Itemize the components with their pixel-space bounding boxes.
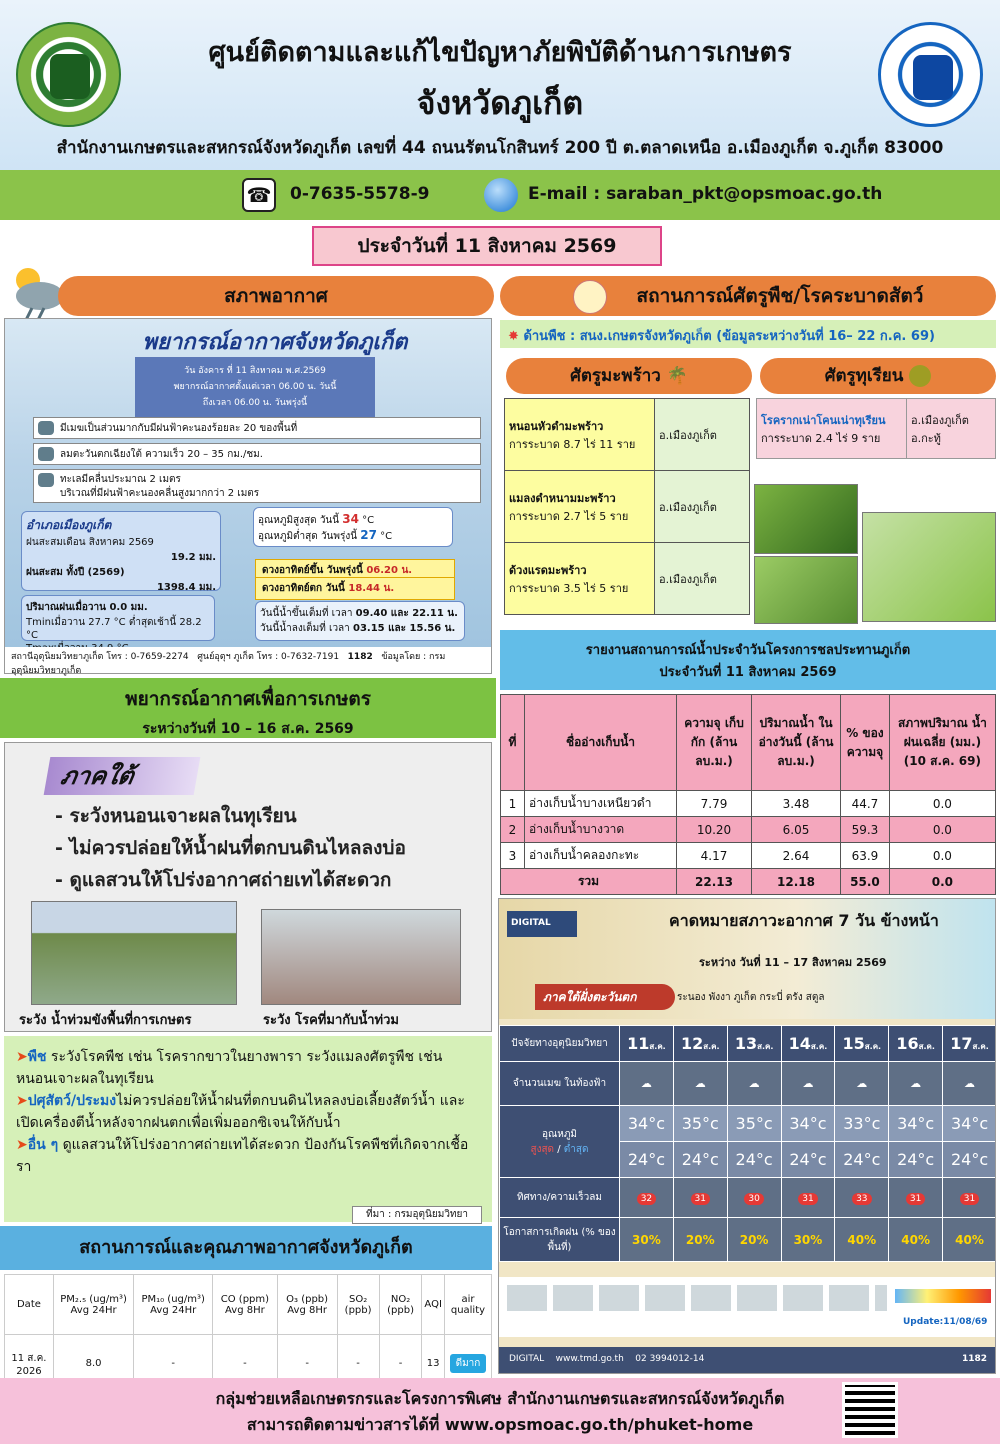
header (0, 0, 1000, 170)
water-title: รายงานสถานการณ์น้ำประจำวันโครงการชลประทานภูเก็ต (585, 643, 911, 658)
rain-yesterday: ปริมาณฝนเมื่อวาน 0.0 มม. (26, 602, 148, 613)
col-header: PM₂.₅ (ug/m³) Avg 24Hr (53, 1275, 133, 1335)
region-label: ภาคใต้ (44, 757, 201, 795)
col-header: O₃ (ppb) Avg 8Hr (277, 1275, 337, 1335)
reservoir-table (500, 694, 996, 895)
agri-forecast-header (0, 678, 496, 738)
col-header: NO₂ (ppb) (379, 1275, 422, 1335)
col-header: สภาพปริมาณ น้ำฝนเฉลี่ย (มม.) (10 ส.ค. 69) (889, 695, 995, 791)
col-header: % ของ ความจุ (841, 695, 890, 791)
rain-month-value: 19.2 มม. (170, 552, 216, 563)
day-unit: ส.ค. (918, 1042, 935, 1051)
low-temp: 24 (843, 1150, 864, 1169)
advice-livestock: ➤ปศุสัตว์/ประมงไม่ควรปล่อยให้น้ำฝนที่ตกบนดินไหลลงบ่อเลี้ยงสัตว์น้ำ และเปิดเครื่องตีน้ำหลังจากฝนตกเพื่อเพิ่มออกซิเจนให้กับน้ำ (16, 1093, 465, 1131)
pest-detail: การระบาด 2.4 ไร่ 9 ราย (761, 431, 881, 445)
globe-icon (484, 178, 518, 212)
forecast-date: วัน อังคาร ที่ 11 สิงหาคม พ.ศ.2569 (184, 366, 326, 376)
pest-area: อ.กะทู้ (911, 431, 941, 445)
cell: 1 (501, 791, 525, 817)
pest-section-header (500, 276, 996, 316)
cloud-icon: ☁ (727, 1062, 781, 1106)
pest-name: หนอนหัวดำมะพร้าว (509, 419, 604, 433)
rain-chance: 40% (901, 1232, 930, 1247)
advice-text: ดูแลสวนให้โปร่งอากาศถ่ายเทได้สะดวก ป้องกันโรคพืชที่เกิดจากเชื้อรา (16, 1137, 469, 1175)
pest-name: โรครากเน่าโคนเน่าทุเรียน (761, 413, 886, 427)
day-number: 13 (734, 1034, 758, 1053)
table-row (505, 543, 750, 615)
footer-office: กลุ่มช่วยเหลือเกษตรกรและโครงการพิเศษ สำนักงานเกษตรและสหกรณ์จังหวัดภูเก็ต (215, 1389, 785, 1408)
tab-label: ศัตรูมะพร้าว (570, 366, 661, 386)
center-title: ศูนย์ติดตามและแก้ไขปัญหาภัยพิบัติด้านการเกษตร (208, 37, 792, 68)
cell: 55.0 (841, 869, 890, 895)
center-phone: ศูนย์อุตุฯ ภูเก็ต โทร : 0-7632-7191 (197, 652, 340, 662)
water-report-header (500, 630, 996, 690)
seven-day-forecast (498, 898, 996, 1374)
cell: 7.79 (677, 791, 752, 817)
cell: 8.0 (53, 1335, 133, 1393)
cell: อ่างเก็บน้ำคลองกะทะ (525, 843, 677, 869)
sunset-time: 18.44 น. (348, 583, 395, 594)
pest-detail: การระบาด 3.5 ไร่ 5 ราย (509, 581, 629, 595)
pest-note-text: ด้านพืช : สนง.เกษตรจังหวัดภูเก็ต (ข้อมูลระหว่างวันที่ 16– 22 ก.ค. 69) (523, 329, 935, 344)
wave-icon (38, 473, 54, 487)
cloud-label: จำนวนเมฆ ในท้องฟ้า (500, 1062, 620, 1106)
digital-platform-logo: DIGITAL (507, 911, 577, 937)
cloud-icon: ☁ (620, 1062, 674, 1106)
hotline-number: 1182 (347, 652, 373, 662)
table-row (501, 791, 996, 817)
day-15 (835, 1026, 889, 1062)
low-temp: 24 (950, 1150, 972, 1169)
rain-chance: 30% (793, 1232, 823, 1247)
forecast7-provinces: ระนอง พังงา ภูเก็ต กระบี่ ตรัง สตูล (677, 992, 825, 1003)
sunset-label: ดวงอาทิตย์ตก วันนี้ (262, 583, 345, 594)
high-temp: 35 (735, 1114, 756, 1133)
cell: 6.05 (752, 817, 841, 843)
cell: 10.20 (677, 817, 752, 843)
weather-cloud-icon (6, 262, 66, 322)
col-header: PM₁₀ (ug/m³) Avg 24Hr (134, 1275, 213, 1335)
pest-area: อ.เมืองภูเก็ต (655, 543, 750, 615)
day-unit: ส.ค. (703, 1042, 720, 1051)
wind-text: ลมตะวันตกเฉียงใต้ ความเร็ว 20 – 35 กม./ชม. (60, 449, 263, 460)
day-13 (727, 1026, 781, 1062)
tmd-website[interactable]: www.tmd.go.th (555, 1354, 624, 1364)
col-header: CO (ppm) Avg 8Hr (213, 1275, 278, 1335)
cell: - (379, 1335, 422, 1393)
advice-item: - ระวังหนอนเจาะผลในทุเรียน (55, 805, 297, 827)
col-header: ปริมาณน้ำ ในอ่างวันนี้ (ล้าน ลบ.ม.) (752, 695, 841, 791)
day-11 (620, 1026, 674, 1062)
wind-speed: 31 (798, 1193, 817, 1205)
tmax-label: อุณหภูมิสูงสุด วันนี้ (258, 515, 340, 526)
cell: 0.0 (889, 843, 995, 869)
cell: 22.13 (677, 869, 752, 895)
data-source: ข้อมูลโดย : กรมอุตุนิยมวิทยาภูเก็ต (11, 652, 446, 676)
cell: 0.0 (889, 817, 995, 843)
phone-icon: ☎ (242, 178, 276, 212)
sunset-row (255, 577, 455, 600)
caterpillar-photo (862, 512, 996, 622)
table-row (505, 399, 750, 471)
cloud-text: มีเมฆเป็นส่วนมากกับมีฝนฟ้าคะนองร้อยละ 20 ของพื้นที่ (60, 423, 298, 434)
wave-line (33, 469, 481, 503)
total-row (501, 869, 996, 895)
rain-chance: 30% (632, 1232, 661, 1247)
weather-section-header: สภาพอากาศ (58, 276, 494, 316)
table-row (501, 817, 996, 843)
high-temp: 34 (627, 1114, 649, 1133)
high-temp: 34 (950, 1114, 972, 1133)
cell: รวม (501, 869, 677, 895)
wind-speed: 30 (744, 1193, 763, 1205)
cell: - (213, 1335, 278, 1393)
agri-period: ระหว่างวันที่ 10 – 16 ส.ค. 2569 (142, 721, 354, 737)
cell: 59.3 (841, 817, 890, 843)
advice-head: ปศุสัตว์/ประมง (27, 1093, 117, 1109)
cell: 3 (501, 843, 525, 869)
high-temp: 34 (897, 1114, 918, 1133)
tmin-value: 27 (360, 528, 377, 542)
col-header: Date (5, 1275, 54, 1335)
pest-note (500, 320, 996, 348)
forecast-from: พยากรณ์อากาศตั้งแต่เวลา 06.00 น. วันนี้ (173, 382, 337, 392)
col-header: ที่ (501, 695, 525, 791)
low-temp: 24 (789, 1150, 810, 1169)
cell: อ่างเก็บน้ำบางวาด (525, 817, 677, 843)
durian-pest-table (756, 398, 996, 459)
cloud-line (33, 417, 481, 439)
cell: 12.18 (752, 869, 841, 895)
tab-label: ศัตรูทุเรียน (824, 366, 904, 386)
rainfall-card (21, 511, 221, 591)
temp-text: อุณหภูมิ (541, 1128, 578, 1140)
advice-head: พืช (27, 1049, 47, 1065)
durian-icon (909, 365, 931, 387)
flooded-farm-photo (31, 901, 237, 1005)
factor-label: ปัจจัยทางอุตุนิยมวิทยา (500, 1026, 620, 1062)
wind-icon (38, 447, 54, 461)
tmin-yesterday: Tminเมื่อวาน 27.7 °C (26, 617, 126, 628)
high-temp: 34 (789, 1114, 810, 1133)
wave-text-2: บริเวณที่มีฝนฟ้าคะนองคลื่นสูงมากกว่า 2 เมตร (60, 488, 260, 499)
tmax-value: 34 (342, 512, 359, 526)
cell: 63.9 (841, 843, 890, 869)
day-16 (889, 1026, 943, 1062)
report-date: ประจำวันที่ 11 สิงหาคม 2569 (312, 226, 662, 266)
wave-text: ทะเลมีคลื่นประมาณ 2 เมตร (60, 474, 181, 485)
low-text: ต่ำสุด (563, 1143, 589, 1155)
pest-detail: การระบาด 2.7 ไร่ 5 ราย (509, 509, 629, 523)
day-unit: ส.ค. (649, 1042, 666, 1051)
tmin-label: อุณหภูมิต่ำสุด วันพรุ่งนี้ (258, 531, 358, 542)
tide-low-times: 03.15 และ 15.56 น. (353, 623, 456, 634)
beetle-photo (754, 484, 858, 554)
pest-area: อ.เมืองภูเก็ต (655, 471, 750, 543)
air-quality-table (4, 1274, 492, 1393)
advice-other: ➤อื่น ๆ ดูแลสวนให้โปร่งอากาศถ่ายเทได้สะดวก ป้องกันโรคพืชที่เกิดจากเชื้อรา (16, 1137, 469, 1175)
footer-website[interactable]: สามารถติดตามข่าวสารได้ที่ www.opsmoac.go.th/phuket-home (246, 1415, 754, 1434)
col-header: ชื่ออ่างเก็บน้ำ (525, 695, 677, 791)
day-unit: ส.ค. (757, 1042, 774, 1051)
day-unit: ส.ค. (810, 1042, 828, 1051)
wind-speed: 32 (637, 1193, 656, 1205)
tide-card (255, 601, 465, 641)
wind-speed: 31 (960, 1193, 979, 1205)
cloud-icon: ☁ (943, 1062, 996, 1106)
forecast-legend (499, 1277, 996, 1337)
air-quality-badge: ดีมาก (450, 1354, 487, 1373)
rain-year-label: ฝนสะสม ทั้งปี (2569) (26, 567, 125, 578)
cell: 4.17 (677, 843, 752, 869)
cell: 13 (422, 1335, 445, 1393)
cell: 11 ส.ค. 2026 (5, 1335, 54, 1393)
water-date: ประจำวันที่ 11 สิงหาคม 2569 (659, 665, 837, 680)
forecast-footer (499, 1347, 996, 1374)
pest-area: อ.เมืองภูเก็ต (911, 413, 969, 427)
palm-icon: 🌴 (666, 366, 688, 386)
weather-icon-legend (507, 1285, 887, 1311)
province-title: จังหวัดภูเก็ต (416, 84, 584, 122)
update-date: Update:11/08/69 (903, 1317, 988, 1327)
agri-title: พยากรณ์อากาศเพื่อการเกษตร (125, 688, 371, 710)
leaf-beetle-photo (754, 556, 858, 624)
cell: 44.7 (841, 791, 890, 817)
day-number: 15 (842, 1034, 865, 1053)
advice-item: - ดูแลสวนให้โปร่งอากาศถ่ายเทได้สะดวก (55, 869, 392, 891)
agri-advice-panel (4, 742, 492, 1032)
high-temp: 35 (681, 1114, 703, 1133)
pest-detail: การระบาด 8.7 ไร่ 11 ราย (509, 437, 636, 451)
cell: - (134, 1335, 213, 1393)
air-quality-header: สถานการณ์และคุณภาพอากาศจังหวัดภูเก็ต (0, 1226, 492, 1270)
qr-code[interactable] (842, 1382, 898, 1438)
caption-disease: ระวัง โรคที่มากับน้ำท่วม (263, 1013, 399, 1028)
day-number: 14 (788, 1034, 811, 1053)
pest-title: สถานการณ์ศัตรูพืช/โรคระบาดสัตว์ (636, 285, 924, 307)
rain-month-label: ฝนสะสมเดือน สิงหาคม 2569 (26, 537, 154, 548)
table-row (757, 399, 996, 459)
cloud-icon: ☁ (889, 1062, 943, 1106)
weather-footer (5, 647, 491, 676)
low-temp: 24 (897, 1150, 918, 1169)
col-header: AQI (422, 1275, 445, 1335)
phuket-weather-forecast (4, 318, 492, 674)
high-temp: 33 (843, 1114, 864, 1133)
forecast7-period: ระหว่าง วันที่ 11 – 17 สิงหาคม 2569 (699, 956, 887, 969)
low-temp: 24 (735, 1150, 756, 1169)
advice-head: อื่น ๆ (27, 1137, 59, 1153)
district-name: อำเภอเมืองภูเก็ต (26, 518, 112, 532)
high-text: สูงสุด (530, 1143, 555, 1155)
advice-text: ไม่ควรปล่อยให้น้ำฝนที่ตกบนดินไหลลงบ่อเลี้ยงสัตว์น้ำ และเปิดเครื่องตีน้ำหลังจากฝนตกเพื่อเพิ่มออกซิเจนให้กับน้ำ (16, 1093, 465, 1131)
digital-platform-logo: DIGITAL (509, 1354, 545, 1364)
low-this-morning: ต่ำสุดเช้านี้ 28.2 °C (26, 617, 202, 641)
tmd-phone: 02 3994012-14 (635, 1354, 705, 1364)
sunrise-label: ดวงอาทิตย์ขึ้น วันพรุ่งนี้ (262, 565, 363, 576)
tmd-hotline: 1182 (961, 1354, 987, 1364)
rain-year-value: 1398.4 มม. (156, 582, 216, 593)
phone-number[interactable]: 0-7635-5578-9 (290, 184, 430, 204)
wind-speed: 31 (906, 1193, 925, 1205)
temp-label: อุณหภูมิ สูงสุด / ต่ำสุด (500, 1106, 620, 1178)
rain-chance: 40% (847, 1232, 877, 1247)
wind-speed: 33 (852, 1193, 871, 1205)
col-header: ความจุ เก็บกัก (ล้าน ลบ.ม.) (677, 695, 752, 791)
source-note: ที่มา : กรมอุตุนิยมวิทยา (352, 1206, 482, 1224)
rain-cloud-icon (38, 421, 54, 435)
table-row (501, 843, 996, 869)
cell: 2 (501, 817, 525, 843)
star-icon: ✸ (508, 329, 519, 344)
tide-high-label: วันนี้น้ำขึ้นเต็มที่ เวลา (260, 608, 353, 619)
cloud-icon: ☁ (835, 1062, 889, 1106)
yesterday-card (21, 595, 215, 641)
temperature-card: อุณหภูมิสูงสุด วันนี้ 34 °C อุณหภูมิต่ำสุด วันพรุ่งนี้ 27 °C (253, 507, 453, 547)
cloud-icon: ☁ (781, 1062, 835, 1106)
day-number: 16 (896, 1034, 919, 1053)
cloud-icon: ☁ (673, 1062, 727, 1106)
email-address[interactable]: E-mail : saraban_pkt@opsmoac.go.th (528, 184, 883, 204)
day-unit: ส.ค. (972, 1042, 989, 1051)
pest-icon (573, 280, 607, 314)
station-phone: สถานีอุตุนิยมวิทยาภูเก็ต โทร : 0-7659-2274 (11, 652, 189, 662)
pest-name: แมลงดำหนามมะพร้าว (509, 491, 616, 505)
tide-high-times: 09.40 และ 22.11 น. (355, 608, 458, 619)
tide-low-label: วันนี้น้ำลงเต็มที่ เวลา (260, 623, 350, 634)
cell: - (337, 1335, 379, 1393)
day-17 (943, 1026, 996, 1062)
sector-advice (4, 1036, 492, 1222)
advice-text: ระวังโรคพืช เช่น โรครากขาวในยางพารา ระวังแมลงศัตรูพืช เช่น หนอนเจาะผลในทุเรียน (16, 1049, 443, 1087)
low-temp: 24 (681, 1150, 703, 1169)
office-address: สำนักงานเกษตรและสหกรณ์จังหวัดภูเก็ต เลขที่ 44 ถนนรัตนโกสินทร์ 200 ปี ต.ตลาดเหนือ อ.เมืองภูเก็ต จ.ภูเก็ต 83000 (56, 138, 944, 158)
forecast7-grid: ปัจจัยทางอุตุนิยมวิทยา 11ส.ค. 12ส.ค. 13ส.ค. 14ส.ค. 15ส.ค. 16ส.ค. 17ส.ค. จำนวนเมฆ ในท้องฟ้า ☁ ☁ ☁ ☁ ☁ ☁ ☁ อุณหภูมิ สูงสุด / ต่ำสุด 34°c 35°c 35°c 34°c 33°c 34°c 34°c 24°c 24°c 24°c 24°c 24°c 24°c 24°c ทิศทาง/ความเร็วลม 32 31 30 31 33 31 31 โอกาสการเกิดฝน (% ของพื้นที่) 30% 20% 20% 30% 40% 40% 40% (499, 1025, 996, 1262)
forecast7-region: ภาคใต้ฝั่งตะวันตก (535, 984, 675, 1010)
day-number: 11 (627, 1034, 650, 1053)
rain-chance: 20% (685, 1232, 715, 1247)
cell: อ่างเก็บน้ำบางเหนียวดำ (525, 791, 677, 817)
day-unit: ส.ค. (864, 1042, 882, 1051)
forecast-banner (499, 899, 996, 1019)
day-number: 12 (680, 1034, 704, 1053)
cell: 2.64 (752, 843, 841, 869)
coconut-pest-table (504, 398, 750, 615)
flood-walking-photo (261, 909, 461, 1005)
wind-label: ทิศทาง/ความเร็วลม (500, 1178, 620, 1218)
footer (0, 1378, 1000, 1444)
sunrise-time: 06.20 น. (366, 565, 413, 576)
advice-item: - ไม่ควรปล่อยให้น้ำฝนที่ตกบนดินไหลลงบ่อ (55, 837, 406, 859)
rain-chance: 40% (955, 1232, 984, 1247)
wind-line (33, 443, 481, 465)
wind-speed: 31 (691, 1193, 710, 1205)
rain-label: โอกาสการเกิดฝน (% ของพื้นที่) (500, 1218, 620, 1262)
cell: 3.48 (752, 791, 841, 817)
wind-scale-legend (895, 1289, 991, 1303)
day-12 (673, 1026, 727, 1062)
forecast7-title: คาดหมายสภาวะอากาศ 7 วัน ข้างหน้า (669, 911, 939, 930)
forecast-to: ถึงเวลา 06.00 น. วันพรุ่งนี้ (202, 398, 308, 408)
advice-plants: ➤พืช ระวังโรคพืช เช่น โรครากขาวในยางพารา ระวังแมลงศัตรูพืช เช่น หนอนเจาะผลในทุเรียน (16, 1049, 443, 1087)
low-temp: 24 (627, 1150, 649, 1169)
cell: 0.0 (889, 791, 995, 817)
pest-area: อ.เมืองภูเก็ต (655, 399, 750, 471)
day-number: 17 (950, 1034, 973, 1053)
caption-flood: ระวัง น้ำท่วมขังพื้นที่การเกษตร (19, 1013, 192, 1028)
cell: - (277, 1335, 337, 1393)
table-row (505, 471, 750, 543)
cell: 0.0 (889, 869, 995, 895)
contact-bar (0, 170, 1000, 220)
durian-pest-tab (760, 358, 996, 394)
coconut-pest-tab (506, 358, 752, 394)
rain-chance: 20% (739, 1232, 769, 1247)
col-header: air quality (444, 1275, 491, 1335)
forecast-title: พยากรณ์อากาศจังหวัดภูเก็ต (142, 330, 408, 355)
day-14 (781, 1026, 835, 1062)
col-header: SO₂ (ppb) (337, 1275, 379, 1335)
pest-name: ด้วงแรดมะพร้าว (509, 563, 587, 577)
